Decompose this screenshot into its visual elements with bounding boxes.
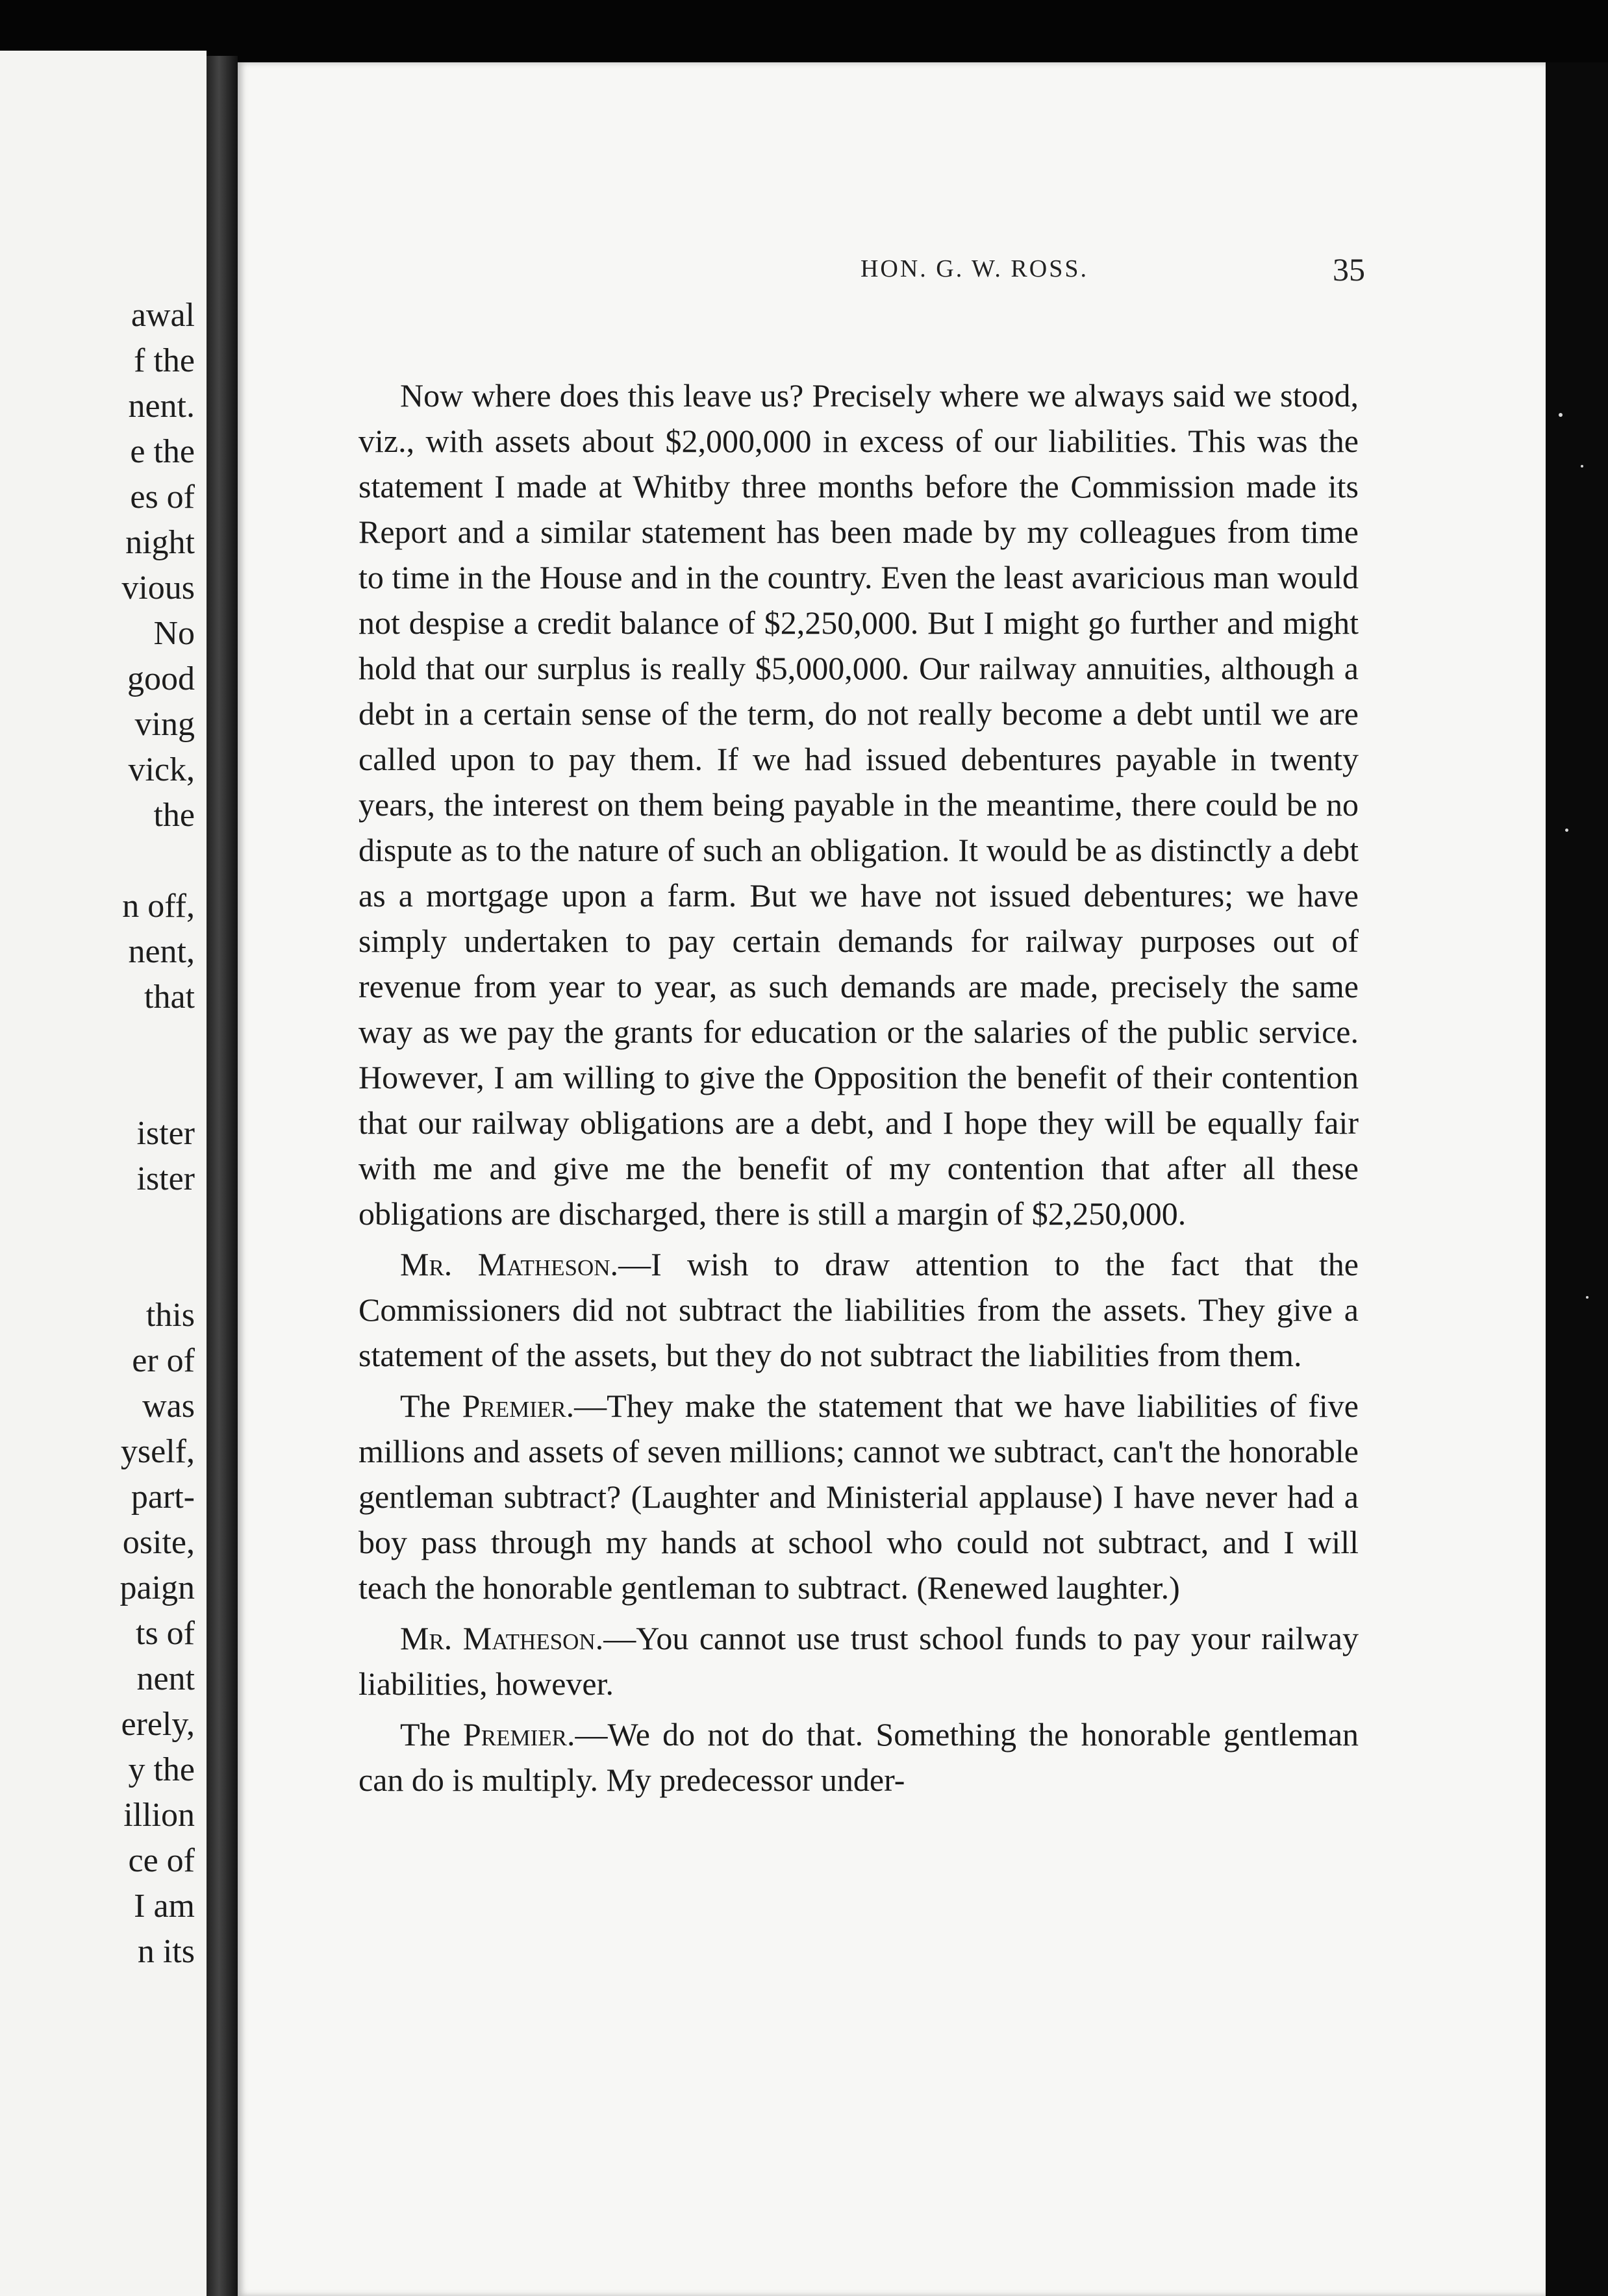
previous-page-line: ts of [136, 1615, 195, 1652]
speech-text: —I wish to draw attention to the fact that the Commissioners did not subtract the liabilities from the assets. They give a statement of the assets, but they do not subtract the liabilities from them. [358, 1246, 1359, 1373]
previous-page-line: paign [119, 1569, 195, 1606]
previous-page-line: ce of [128, 1842, 195, 1879]
speech-text: —You cannot use trust school funds to pay your railway liabilities, however. [358, 1620, 1359, 1702]
previous-page-line: vick, [128, 751, 195, 788]
previous-page-line: good [127, 660, 195, 697]
speaker-name: Premier. [462, 1716, 575, 1753]
previous-page-line: was [142, 1388, 195, 1425]
speaker-prefix: The [400, 1388, 462, 1424]
scan-speck [1559, 413, 1563, 417]
body-text [358, 373, 1359, 1808]
previous-page-line: that [144, 979, 195, 1016]
previous-page-line: osite, [122, 1524, 195, 1561]
speaker-name: Mr. Matheson. [400, 1246, 619, 1282]
paragraph [358, 1712, 1359, 1803]
book-page [238, 62, 1546, 2296]
previous-page-line: yself, [120, 1433, 195, 1470]
previous-page-line: this [145, 1297, 195, 1334]
speaker-name: Mr. Matheson. [400, 1620, 604, 1656]
running-head [238, 251, 1365, 288]
previous-page-line: n its [137, 1933, 195, 1970]
previous-page-line: nent. [128, 388, 195, 425]
previous-page-line: n off, [122, 888, 195, 925]
previous-page-line: illion [123, 1797, 195, 1834]
previous-page-line: ving [134, 706, 195, 743]
previous-page-line: es of [130, 479, 195, 516]
previous-page-line: I am [134, 1888, 195, 1925]
paragraph [358, 1616, 1359, 1706]
previous-page-line: night [125, 524, 195, 561]
scan-speck [1586, 1296, 1589, 1299]
previous-page-line: No [153, 615, 195, 652]
previous-page-line: e the [130, 433, 195, 470]
speaker-name: Premier. [462, 1388, 575, 1424]
book-gutter [207, 56, 238, 2296]
previous-page-line: er of [132, 1342, 195, 1379]
previous-page-line: y the [128, 1751, 195, 1788]
previous-page-line: nent [136, 1660, 195, 1697]
paragraph: Now where does this leave us? Precisely where we always said we stood, viz., with assets about $2,000,000 in excess of our liabilities. This was the statement I made at Whitby three months before the Commission made its Report and a similar statement has been made by my colleagues from time to time in the House and in the country. Even the least avaricious man would not despise a credit balance of $2,250,000. But I might go further and might hold that our surplus is really $5,000,000. Our railway annuities, although a debt in a certain sense of the term, do not really become a debt until we are called upon to pay them. If we had issued debentures payable in twenty years, the interest on them being payable in the meantime, there could be no dispute as to the nature of such an obligation. It would be as distinctly a debt as a mortgage upon a farm. But we have not issued debentures; we have simply undertaken to pay certain demands for railway purposes out of revenue from year to year, as such demands are made, precisely the same way as we pay the grants for education or the salaries of the public service. However, I am willing to give the Opposition the benefit of their contention that our railway obligations are a debt, and I hope they will be equally fair with me and give me the benefit of my contention that after all these obligations are discharged, there is still a margin of $2,250,000. [358, 377, 1359, 1232]
previous-page-line: erely, [121, 1706, 195, 1743]
previous-page-line: ister [136, 1160, 195, 1197]
previous-page-line: f the [134, 342, 195, 379]
previous-page-line: part- [131, 1479, 195, 1516]
speech-text: —We do not do that. Something the honorable gentleman can do is multiply. My predecessor under- [358, 1716, 1359, 1798]
paragraph [358, 1242, 1359, 1378]
paragraph [358, 1383, 1359, 1610]
previous-page-line: nent, [128, 933, 195, 970]
scan-speck [1565, 829, 1568, 832]
previous-page-line: vious [121, 569, 195, 606]
page-number: 35 [1333, 251, 1365, 288]
previous-page-line: ister [136, 1115, 195, 1152]
previous-page-line: awal [131, 297, 195, 334]
speech-text: —They make the statement that we have liabilities of five millions and assets of seven millions; cannot we subtract, can't the honorable gentleman subtract? (Laughter and Ministerial applause) I have never had a boy pass through my hands at school who could not subtract, and I will teach the honorable gentleman to subtract. (Renewed laughter.) [358, 1388, 1359, 1606]
previous-page-line: the [153, 797, 195, 834]
running-head-title: HON. G. W. ROSS. [860, 255, 1088, 282]
scan-right-edge [1546, 62, 1608, 2296]
scan-speck [1581, 465, 1583, 468]
previous-page-fragment [0, 51, 207, 2296]
speaker-prefix: The [400, 1716, 463, 1753]
